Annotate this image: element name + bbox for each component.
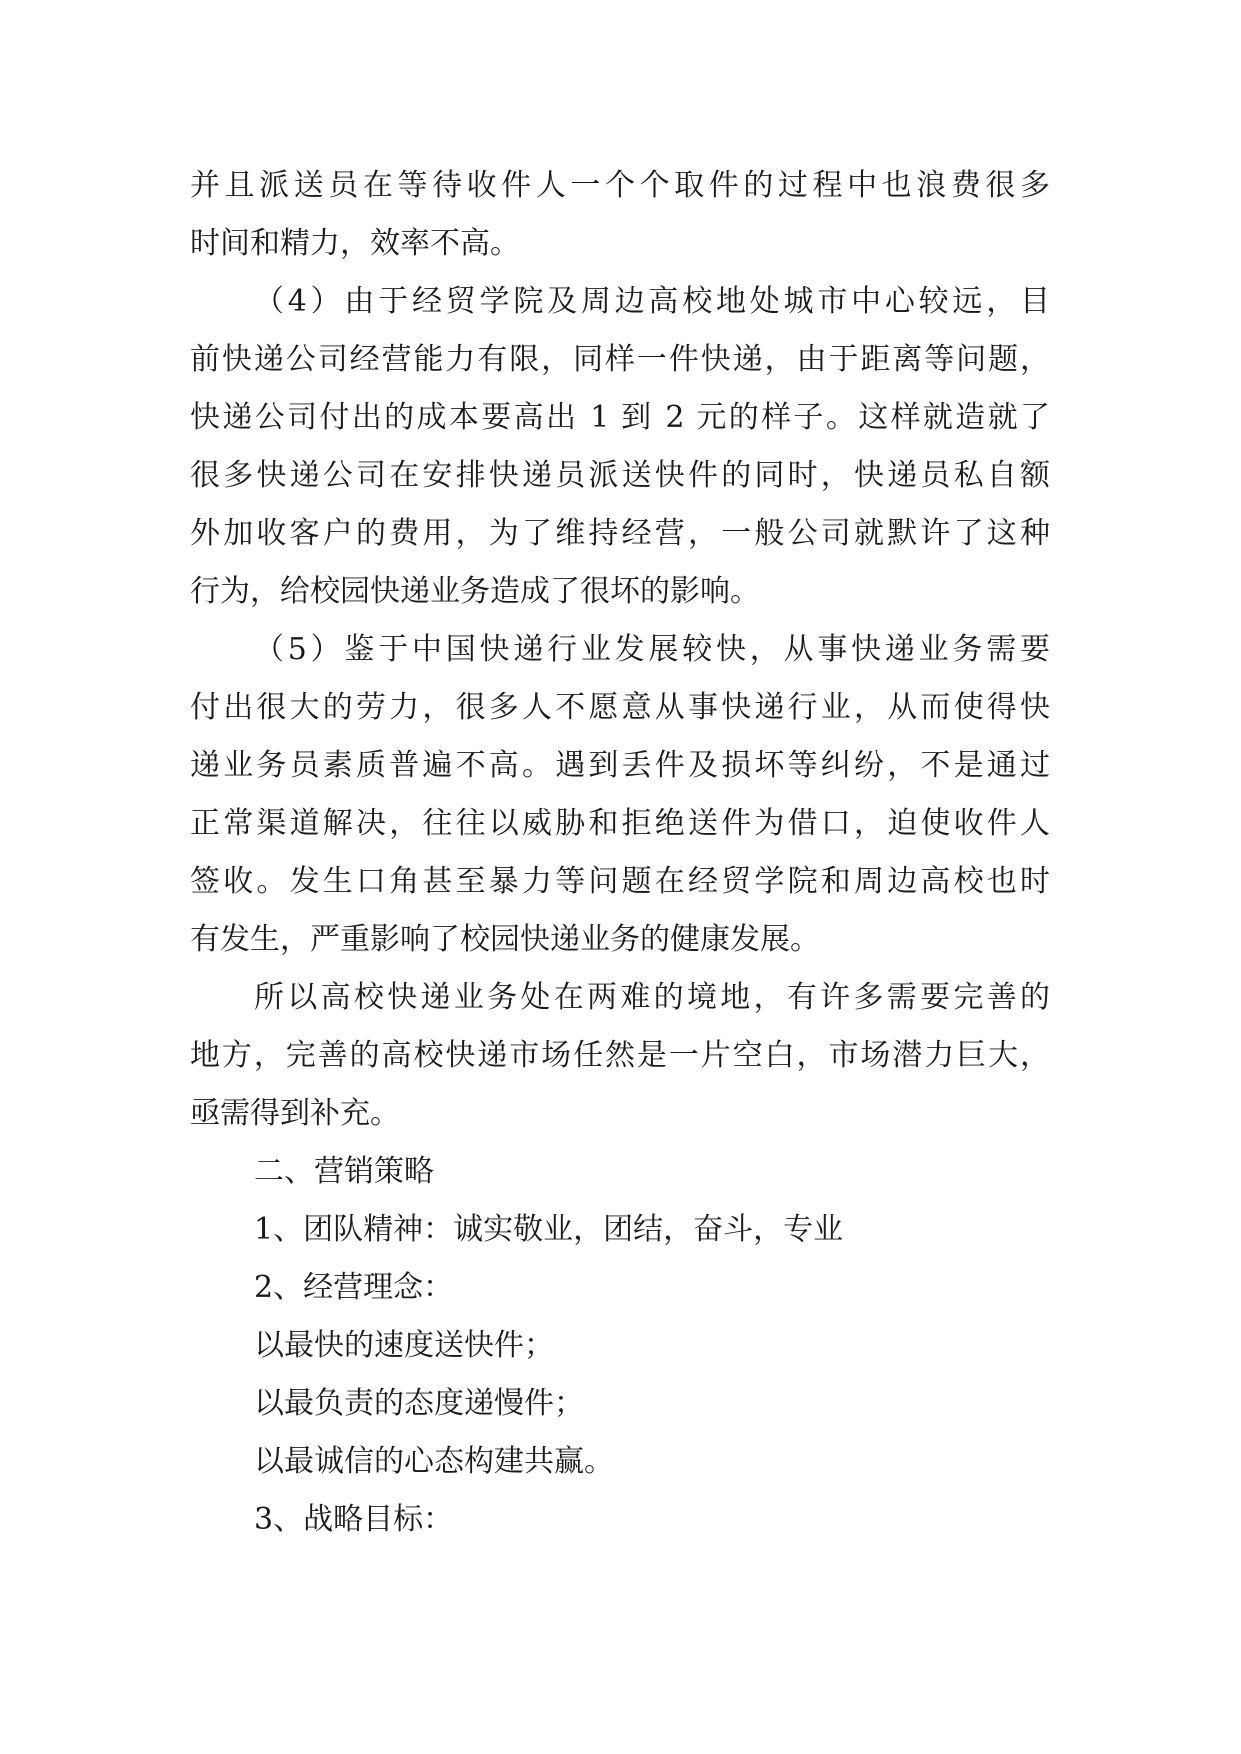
text-line: （4）由于经贸学院及周边高校地处城市中心较远，目 (254, 284, 1050, 319)
text-line: 外加收客户的费用，为了维持经营，一般公司就默许了这种 (190, 516, 1050, 551)
text-line: （5）鉴于中国快递行业发展较快，从事快递业务需要 (254, 632, 1050, 667)
text-line: 签收。发生口角甚至暴力等问题在经贸学院和周边高校也时 (190, 864, 1050, 899)
section-heading: 二、营销策略 (254, 1154, 434, 1189)
text-line: 递业务员素质普遍不高。遇到丢件及损坏等纠纷，不是通过 (190, 748, 1050, 783)
text-line: 很多快递公司在安排快递员派送快件的同时，快递员私自额 (190, 458, 1050, 493)
text-line: 正常渠道解决，往往以威胁和拒绝送件为借口，迫使收件人 (190, 806, 1050, 841)
text-line: 亟需得到补充。 (190, 1096, 400, 1131)
text-line: 以最负责的态度递慢件； (254, 1386, 584, 1421)
text-line: 以最快的速度送快件； (254, 1328, 554, 1363)
text-line: 地方，完善的高校快递市场任然是一片空白，市场潜力巨大， (190, 1038, 1050, 1073)
text-line: 行为，给校园快递业务造成了很坏的影响。 (190, 574, 760, 609)
text-line: 快递公司付出的成本要高出 1 到 2 元的样子。这样就造就了 (190, 400, 1050, 435)
text-line: 1、团队精神：诚实敬业，团结，奋斗，专业 (254, 1212, 844, 1247)
text-line: 有发生，严重影响了校园快递业务的健康发展。 (190, 922, 820, 957)
text-line: 时间和精力，效率不高。 (190, 226, 520, 261)
text-line: 所以高校快递业务处在两难的境地，有许多需要完善的 (254, 980, 1050, 1015)
text-line: 2、经营理念： (254, 1270, 454, 1305)
text-line: 以最诚信的心态构建共赢。 (254, 1444, 614, 1479)
text-line: 3、战略目标： (254, 1502, 454, 1537)
text-line: 付出很大的劳力，很多人不愿意从事快递行业，从而使得快 (190, 690, 1050, 725)
text-line: 前快递公司经营能力有限，同样一件快递，由于距离等问题， (190, 342, 1050, 377)
text-line: 并且派送员在等待收件人一个个取件的过程中也浪费很多 (190, 168, 1050, 203)
